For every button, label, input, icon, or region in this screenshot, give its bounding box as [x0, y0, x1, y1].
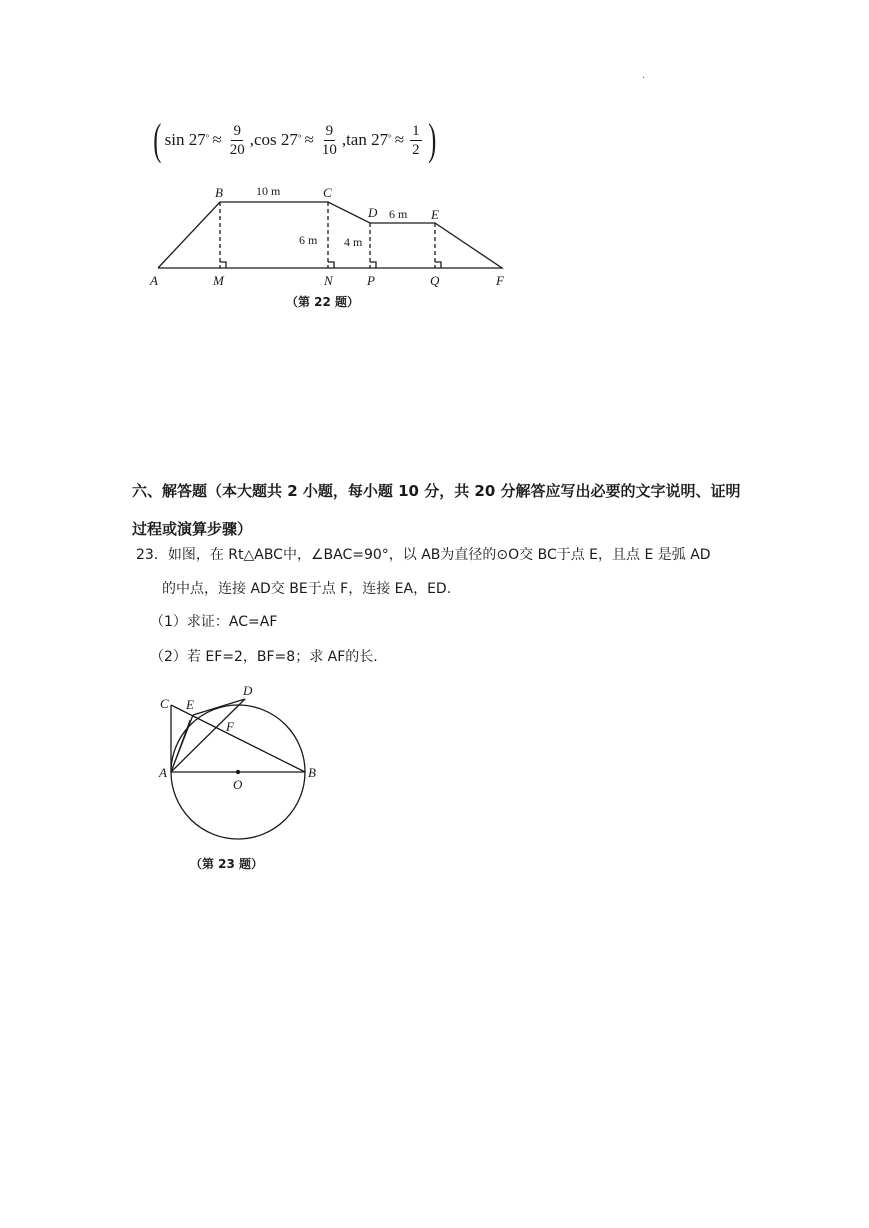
- label-e: E: [186, 697, 194, 712]
- caption-23: （第 23 题）: [190, 857, 264, 871]
- label-f: F: [226, 719, 234, 734]
- q23-line-2: 的中点，连接 AD交 BE于点 F，连接 EA，ED.: [162, 581, 452, 597]
- q23-line-1: 23．如图，在 Rt△ABC中，∠BAC=90°，以 AB为直径的⊙O交 BC于点 E，且点 E 是弧 AD: [136, 547, 711, 563]
- right-angle-q: [435, 262, 441, 268]
- degree-sign: °: [205, 133, 210, 143]
- right-angle-p: [370, 262, 376, 268]
- label-d: D: [243, 683, 253, 698]
- degree-sign: °: [297, 133, 302, 143]
- degree-sign: °: [388, 133, 392, 143]
- dim-dp: 4 m: [344, 235, 363, 249]
- label-a: A: [159, 765, 167, 780]
- approx-sign: ≈: [394, 130, 405, 149]
- label-e: E: [431, 207, 439, 222]
- label-d: D: [368, 205, 378, 220]
- q23-part-1: （1）求证：AC=AF: [150, 614, 278, 630]
- figure-22-diagram: [140, 180, 520, 315]
- label-n: N: [324, 273, 333, 288]
- label-o: O: [233, 777, 243, 792]
- label-b: B: [215, 185, 223, 200]
- label-c: C: [160, 696, 169, 711]
- label-b: B: [308, 765, 316, 780]
- label-a: A: [150, 273, 158, 288]
- right-angle-m: [220, 262, 226, 268]
- dim-de: 6 m: [389, 207, 408, 221]
- dim-cn: 6 m: [299, 233, 318, 247]
- section-heading: [132, 472, 752, 548]
- tan-label: ,tan 27: [341, 130, 389, 149]
- q23-part-2: （2）若 EF=2，BF=8；求 AF的长.: [150, 649, 378, 665]
- cos-fraction: $\frac{9}{10}$: [321, 122, 337, 158]
- sin-label: sin 27: [164, 130, 206, 149]
- trig-formula: [150, 116, 439, 164]
- sin-fraction: $\frac{9}{20}$: [229, 122, 245, 158]
- cos-label: ,cos 27: [249, 130, 298, 149]
- embankment-outline: [158, 202, 502, 268]
- section-line-2: 过程或演算步骤）: [132, 520, 253, 538]
- figure-23-diagram: [150, 675, 340, 880]
- caption-22: （第 22 题）: [286, 295, 360, 309]
- right-paren: ): [427, 115, 436, 164]
- tan-fraction: $\frac{1}{2}$: [412, 122, 420, 158]
- section-line-1: 六、解答题（本大题共 2 小题，每小题 10 分，共 20 分解答应写出必要的文字说明、证明: [132, 482, 741, 500]
- label-m: M: [213, 273, 224, 288]
- segment-cb: [171, 705, 305, 772]
- dim-bc: 10 m: [256, 184, 281, 198]
- center-o-point: [236, 770, 240, 774]
- left-paren: (: [153, 115, 162, 164]
- label-q: Q: [430, 273, 440, 288]
- label-c: C: [323, 185, 332, 200]
- label-p: P: [367, 273, 375, 288]
- approx-sign: ≈: [212, 130, 222, 149]
- label-f: F: [496, 273, 504, 288]
- right-angle-n: [328, 262, 334, 268]
- chord-ae-inner: [171, 720, 190, 772]
- page-dot: .: [642, 70, 646, 81]
- approx-sign: ≈: [304, 130, 314, 149]
